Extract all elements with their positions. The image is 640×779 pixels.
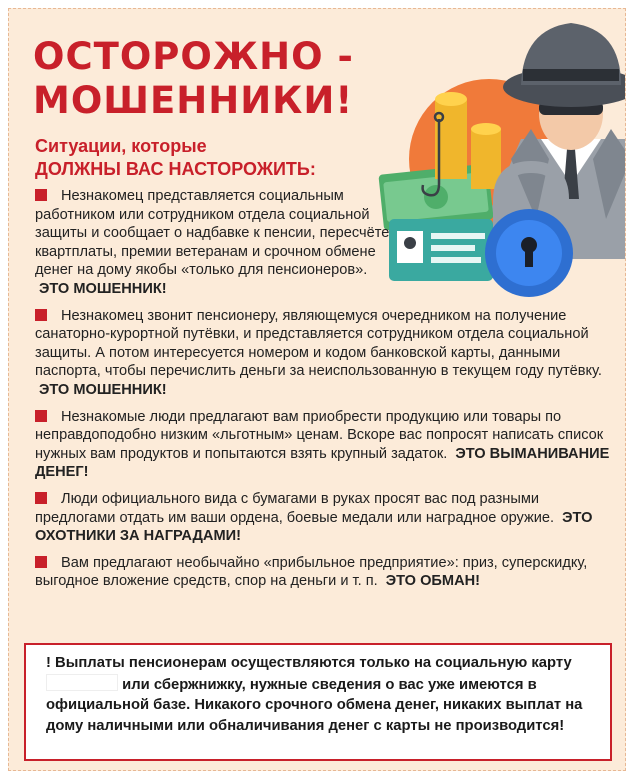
list-item — [35, 408, 615, 482]
situations-list — [35, 187, 615, 599]
subtitle-line-2: ДОЛЖНЫ ВАС НАСТОРОЖИТЬ: — [35, 159, 316, 179]
title-line-1: ОСТОРОЖНО - — [33, 35, 354, 78]
title-line-2: МОШЕННИКИ! — [33, 79, 354, 122]
item-warning: ЭТО ВЫМАНИВАНИЕ ДЕНЕГ! — [35, 445, 610, 481]
bullet-icon — [35, 410, 47, 422]
poster — [8, 8, 626, 771]
redacted-block — [46, 674, 118, 691]
item-warning: ЭТО ОБМАН! — [385, 573, 481, 590]
list-item — [35, 307, 615, 400]
bullet-icon — [35, 309, 47, 321]
item-text: Незнакомец звонит пенсионеру, являющемуся очередником на получение санаторно-курортной путёвки, и представляется сотрудником отдела социальной защиты. А потом интересуется номером и кодом банковской карты, данными паспорта, чтобы перечислить деньги за неиспользованную в текущем году путёвку. — [35, 307, 602, 380]
subtitle-line-1: Ситуации, которые — [35, 136, 207, 156]
item-warning: ЭТО МОШЕННИК! — [39, 280, 167, 297]
hat-icon — [503, 23, 626, 107]
notice-text-1: ! Выплаты пенсионерам осуществляются только на социальную карту — [46, 655, 572, 671]
item-text: Люди официального вида с бумагами в руках просят вас под разными предлогами отдать им ваши ордена, боевые медали или наградное оружие. — [35, 490, 555, 526]
item-warning: ЭТО МОШЕННИК! — [39, 381, 167, 398]
notice-text-2: или сбержнижку, нужные сведения о вас уже имеются в официальной базе. Никакого срочного обмена денег, никаких выплат на дому наличными или обналичивания денег с карты не производится! — [46, 676, 583, 734]
bullet-icon — [35, 556, 47, 568]
page-title — [33, 35, 354, 123]
list-item — [35, 554, 615, 591]
bullet-icon — [35, 189, 47, 201]
item-warning: ЭТО ОХОТНИКИ ЗА НАГРАДАМИ! — [35, 509, 593, 545]
item-text: Незнакомец представляется социальным работником или сотрудником отдела социальной защиты и сообщает о надбавке к пенсии, пересчёте квартплаты, премии ветеранам и срочном обмене денег на дому якобы «только для пенсионеров». — [35, 188, 390, 279]
bullet-icon — [35, 492, 47, 504]
list-item — [35, 187, 395, 299]
notice-box — [24, 643, 612, 761]
item-text: Незнакомые люди предлагают вам приобрести продукцию или товары по неправдоподобно низким «льготным» ценам. Вскоре вас попросят написать список нужных вам продуктов и попытаются взять крупный задаток. — [35, 408, 604, 462]
item-text: Вам предлагают необычайно «прибыльное предприятие»: приз, суперскидку, выгодное вложение средств, спор на деньги и т. п. — [35, 554, 588, 590]
list-item — [35, 490, 615, 546]
